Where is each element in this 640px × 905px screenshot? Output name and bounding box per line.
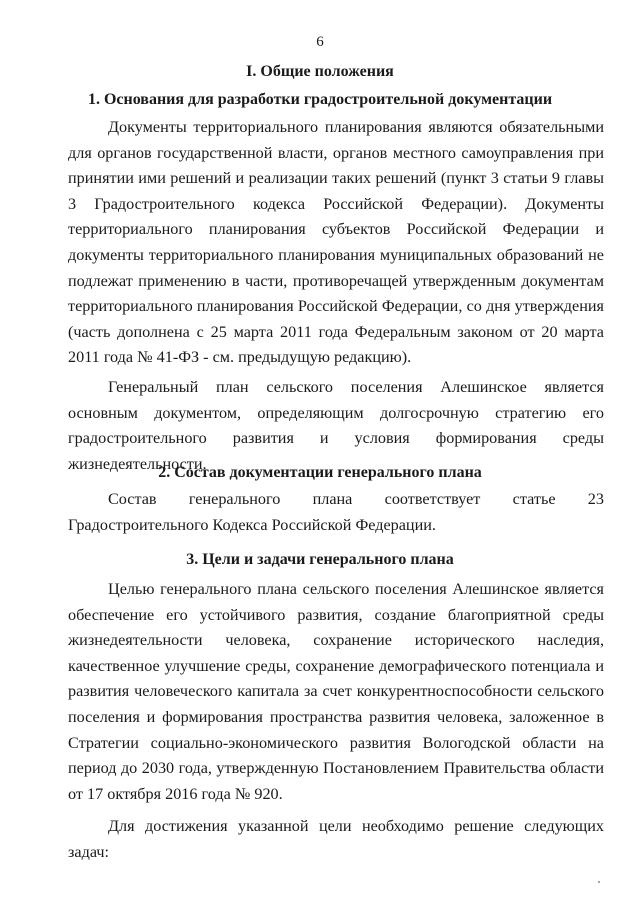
- section-title: I. Общие положения: [246, 63, 394, 80]
- paragraph-legal-basis: Документы территориального планирования являются обязательными для органов государственной власти, органов местного самоуправления при принятии ими решений и реализации таких решений (пункт 3 статьи 9 главы 3 Градостроительного кодекса Российской Федерации). Документы территориального планирования субъектов Российской Федерации и документы территориального планирования муниципальных образований не подлежат применению в части, противоречащей утвержденным документам территориального планирования Российской Федерации, со дня утверждения (часть дополнена с 25 марта 2011 года Федеральным законом от 20 марта 2011 года № 41-ФЗ - см. предыдущую редакцию).: [68, 118, 604, 367]
- paragraph-composition: Состав генерального плана соответствует статье 23 Градостроительного Кодекса Российской Федерации.: [68, 490, 604, 534]
- subsection-title-1: 1. Основания для разработки градостроительной документации: [87, 91, 553, 108]
- paragraph-tasks-intro: Для достижения указанной цели необходимо решение следующих задач:: [68, 817, 604, 861]
- paragraph-general-plan: Генеральный план сельского поселения Алешинское является основным документом, определяющим долгосрочную стратегию его градостроительного развития и условия формирования среды жизнедеятельности.: [68, 378, 604, 473]
- page-number: 6: [316, 34, 324, 50]
- subsection-title-3: 3. Цели и задачи генерального плана: [186, 551, 454, 568]
- paragraph-goal: Целью генерального плана сельского поселения Алешинское является обеспечение его устойчивого развития, создание благоприятной среды жизнедеятельности человека, сохранение исторического наследия, качественное улучшение среды, сохранение демографического потенциала и развития человеческого капитала за счет конкурентноспособности сельского поселения и формирования пространства развития человека, заложенное в Стратегии социально-экономического развития Вологодской области на период до 2030 года, утвержденную Постановлением Правительства области от 17 октября 2016 года № 920.: [68, 580, 604, 803]
- scan-speck: [598, 881, 600, 883]
- subsection-title-2: 2. Состав документации генерального плана: [158, 464, 482, 481]
